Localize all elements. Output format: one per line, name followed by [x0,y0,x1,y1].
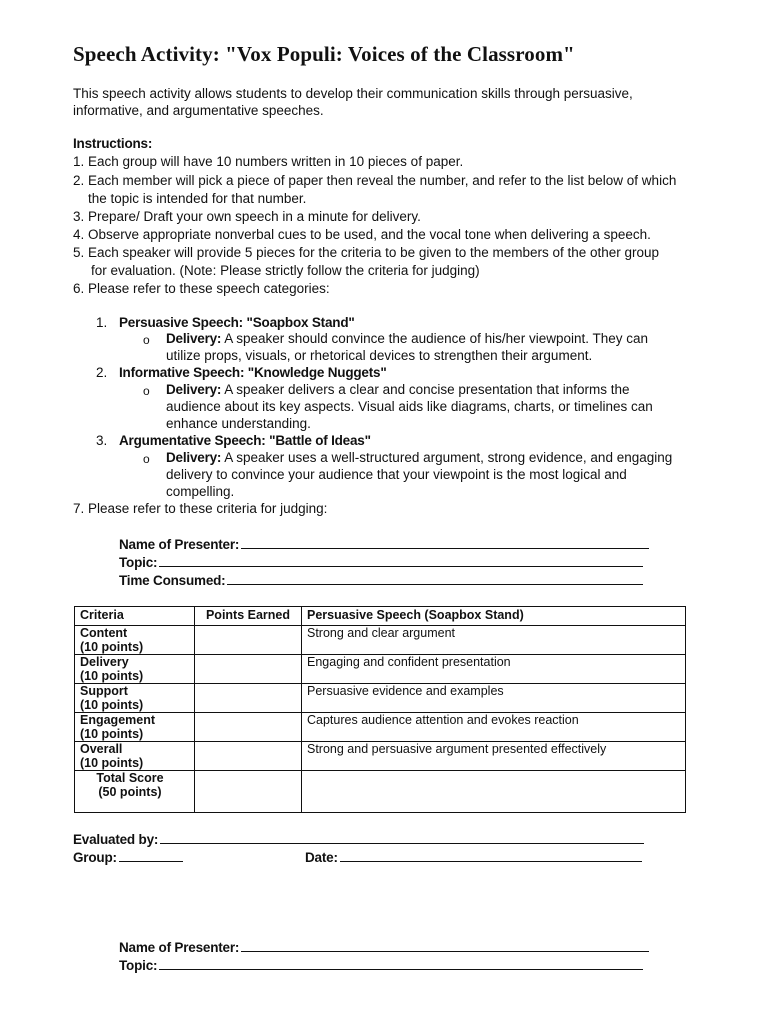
time-consumed-field[interactable] [119,571,643,589]
topic-line[interactable] [159,553,643,567]
description-cell: Strong and clear argument [302,626,686,655]
presenter-name-label: Name of Presenter: [119,537,240,552]
description-cell: Captures audience attention and evokes reaction [302,713,686,742]
presenter-name-field-2[interactable] [119,938,649,956]
points-earned-cell[interactable] [195,713,302,742]
table-row [75,713,686,742]
description-cell: Strong and persuasive argument presented effectively [302,742,686,771]
category-delivery [166,449,686,500]
total-score-points: (50 points) [98,785,162,799]
topic-label-2: Topic: [119,958,158,973]
points-earned-cell[interactable] [195,626,302,655]
delivery-label: Delivery: [166,331,222,346]
total-score-cell [75,771,195,813]
topic-field[interactable] [119,553,643,571]
presenter-name-field[interactable] [119,535,649,553]
category-delivery [166,330,686,364]
table-row [75,684,686,713]
group-label: Group: [73,850,117,865]
table-row [75,742,686,771]
date-label: Date: [305,850,338,865]
group-line[interactable] [119,848,183,862]
instructions-heading: Instructions: [73,136,153,151]
page-title: Speech Activity: "Vox Populi: Voices of the Classroom" [73,42,575,66]
intro-paragraph: This speech activity allows students to develop their communication skills through persuasive, informative, and argumentative speeches. [73,86,633,118]
category-number: 1. [96,315,108,330]
presenter-name-line[interactable] [241,535,649,549]
total-row [75,771,686,813]
header-criteria: Criteria [75,607,195,626]
category-delivery [166,381,686,432]
evaluated-by-label: Evaluated by: [73,832,159,847]
instruction-line: 2. Each member will pick a piece of paper then reveal the number, and refer to the list below of which [73,173,677,188]
criteria-intro: 7. Please refer to these criteria for judging: [73,501,328,516]
delivery-label: Delivery: [166,382,222,397]
instruction-line: 6. Please refer to these speech categories: [73,281,330,296]
criteria-name: Engagement [80,713,156,727]
total-score-label: Total Score [96,771,164,785]
instruction-line: for evaluation. (Note: Please strictly follow the criteria for judging) [91,263,480,278]
criteria-points: (10 points) [80,756,144,770]
category-title: Persuasive Speech: "Soapbox Stand" [119,315,355,330]
presenter-name-label-2: Name of Presenter: [119,940,240,955]
criteria-table [74,606,686,813]
instruction-line: the topic is intended for that number. [88,191,307,206]
criteria-cell [75,713,195,742]
instruction-line: 5. Each speaker will provide 5 pieces for the criteria to be given to the members of the other group [73,245,660,260]
topic-line-2[interactable] [159,956,643,970]
total-description-cell [302,771,686,813]
time-consumed-line[interactable] [227,571,643,585]
criteria-cell [75,655,195,684]
topic-field-2[interactable] [119,956,643,974]
instruction-line: 1. Each group will have 10 numbers written in 10 pieces of paper. [73,154,464,169]
instruction-line: 4. Observe appropriate nonverbal cues to be used, and the vocal tone when delivering a speech. [73,227,651,242]
total-points-earned-cell[interactable] [195,771,302,813]
points-earned-cell[interactable] [195,742,302,771]
delivery-label: Delivery: [166,450,222,465]
topic-label: Topic: [119,555,158,570]
criteria-name: Content [80,626,128,640]
bullet-icon: o [143,452,150,466]
delivery-text: A speaker uses a well-structured argument, strong evidence, and engaging delivery to convince your audience that your viewpoint is the most logical and compelling. [166,450,673,499]
description-cell: Engaging and confident presentation [302,655,686,684]
bullet-icon: o [143,333,150,347]
points-earned-cell[interactable] [195,684,302,713]
criteria-points: (10 points) [80,698,144,712]
category-title: Informative Speech: "Knowledge Nuggets" [119,365,387,380]
criteria-points: (10 points) [80,727,144,741]
table-header-row [75,607,686,626]
description-cell: Persuasive evidence and examples [302,684,686,713]
criteria-cell [75,742,195,771]
criteria-name: Delivery [80,655,129,669]
criteria-cell [75,684,195,713]
date-line[interactable] [340,848,642,862]
table-row [75,626,686,655]
criteria-points: (10 points) [80,640,144,654]
criteria-name: Overall [80,742,123,756]
points-earned-cell[interactable] [195,655,302,684]
table-row [75,655,686,684]
instruction-line: 3. Prepare/ Draft your own speech in a minute for delivery. [73,209,421,224]
header-points-earned: Points Earned [195,607,302,626]
evaluated-by-line[interactable] [160,830,644,844]
group-field[interactable] [73,848,183,866]
bullet-icon: o [143,384,150,398]
time-consumed-label: Time Consumed: [119,573,226,588]
criteria-name: Support [80,684,128,698]
header-speech-type: Persuasive Speech (Soapbox Stand) [302,607,686,626]
category-title: Argumentative Speech: "Battle of Ideas" [119,433,371,448]
presenter-name-line-2[interactable] [241,938,649,952]
category-number: 2. [96,365,108,380]
evaluated-by-field[interactable] [73,830,644,848]
delivery-text: A speaker should convince the audience of his/her viewpoint. They can utilize props, visuals, or rhetorical devices to strengthen their argument. [166,331,649,363]
category-number: 3. [96,433,108,448]
criteria-cell [75,626,195,655]
delivery-text: A speaker delivers a clear and concise presentation that informs the audience about its key aspects. Visual aids like diagrams, charts, or timelines can enhance understanding. [166,382,653,431]
date-field[interactable] [305,848,642,866]
criteria-points: (10 points) [80,669,144,683]
